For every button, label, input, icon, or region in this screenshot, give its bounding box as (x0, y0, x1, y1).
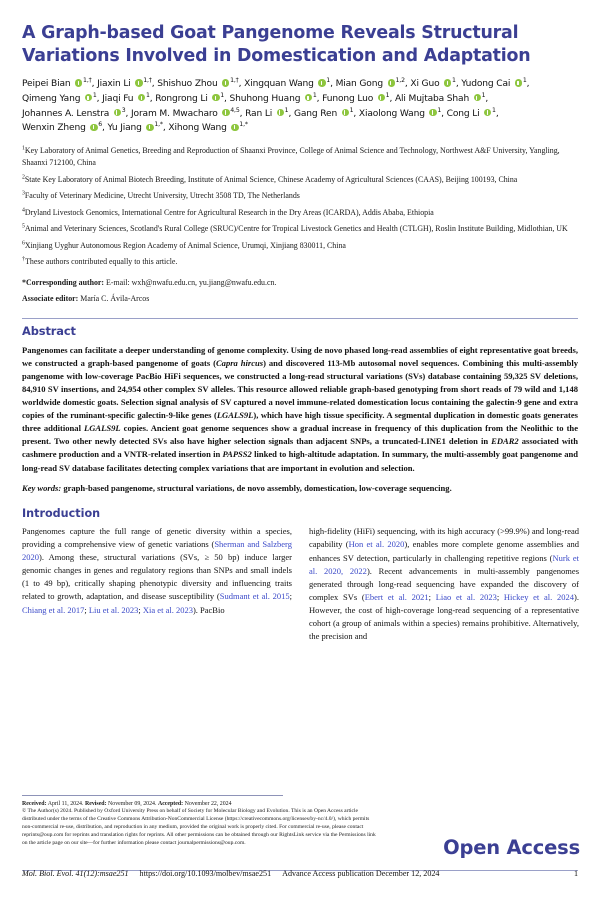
author-list: Peipei Bian $^{1,\dagger}$, Jiaxin Li $^{1,\dagger}$, Shishuo Zhou $^{1,\dagger}$, Xingquan Wang $^1$, Mian Gong $^{1,2}$, Xi Guo $^1$, Yudong Cai $^1$, Qimeng Yang $^1$, Jiaqi Fu $^1$, Rongrong Li $^1$, Shuhong Huang $^1$, Funong Luo $^1$, Ali Mujtaba Shah $^1$, Johannes A. Lenstra $^3$, Joram M. Mwacharo $^{4,5}$, Ran Li $^1$, Gang Ren $^1$, Xiaolong Wang $^1$, Cong Li $^1$, Wenxin Zheng $^6$, Yu Jiang $^{1,*}$, Xihong Wang $^{1,*}$ (22, 77, 530, 134)
equal-contribution-marker: † (22, 255, 26, 263)
orcid-icon[interactable] (231, 124, 238, 131)
abstract-heading: Abstract (22, 323, 76, 338)
affiliation-item (22, 145, 578, 169)
author-name: Jiaxin Li (97, 79, 134, 90)
author-name: Funong Luo (322, 93, 376, 104)
affiliation-item (22, 223, 578, 235)
associate-editor (22, 293, 578, 305)
publication-dates (22, 800, 300, 808)
author-name: Shishuo Zhou (157, 79, 221, 90)
author-name: Ali Mujtaba Shah (394, 93, 472, 104)
orcid-icon[interactable] (114, 109, 121, 116)
equal-contribution-note (22, 256, 578, 268)
author-affiliation-marker: 1 (385, 91, 390, 99)
corresponding-author-label: *Corresponding author: (22, 278, 105, 288)
author-entry (410, 79, 455, 89)
citation-link[interactable]: Nurk et al. 2020, 2022 (309, 552, 579, 576)
keywords-value: graph-based pangenome, structural variations, de novo assembly, domestication, low-coverage sequencing. (63, 482, 452, 493)
footnote-divider (22, 795, 283, 796)
date-value: November 22, 2024 (183, 800, 232, 807)
author-name: Yudong Cai (461, 79, 514, 90)
author-entry (336, 79, 405, 89)
author-name: Ran Li (245, 108, 275, 119)
orcid-icon[interactable] (75, 79, 82, 86)
body-fragment: high-fidelity (HiFi) sequencing, with its high accuracy (>99.9%) and long-read capability ( (309, 526, 579, 550)
author-affiliation-marker: 1 (522, 77, 527, 85)
equal-contribution-text: These authors contributed equally to this article. (25, 257, 178, 267)
author-affiliation-marker: 6 (98, 121, 103, 129)
associate-editor-name: María C. Ávila-Arcos (78, 294, 150, 304)
associate-editor-label: Associate editor: (22, 294, 79, 304)
author-entry (131, 106, 240, 119)
body-fragment: ). However, the cost of high-coverage long-read sequencing of a representative cohort (a group of animals within a species) remains prohibitive. Alternatively, the precision and (309, 591, 579, 642)
orcid-icon[interactable] (429, 109, 436, 116)
author-affiliation-marker: 1 (312, 91, 317, 99)
author-entry (22, 91, 97, 104)
body-fragment: ; (138, 604, 143, 615)
author-affiliation-marker: 1 (145, 91, 150, 99)
date-value: November 09, 2024. (106, 800, 158, 807)
orcid-icon[interactable] (305, 94, 312, 101)
author-name: Rongrong Li (155, 93, 211, 104)
journal-reference: Mol. Biol. Evol. 41(12):msae251 (22, 869, 129, 878)
date-value: April 11, 2024. (46, 800, 85, 807)
affiliation-item (22, 174, 578, 186)
author-name: Xiaolong Wang (358, 108, 428, 119)
author-name: Peipei Bian (22, 79, 74, 90)
author-entry (358, 106, 442, 119)
author-affiliation-marker: 4,5 (230, 106, 240, 114)
author-entry (102, 91, 150, 104)
page-title: A Graph-based Goat Pangenome Reveals Structural Variations Involved in Domestication and Adaptation (22, 23, 531, 66)
author-name: Wenxin Zheng (22, 123, 89, 134)
orcid-icon[interactable] (135, 79, 142, 86)
author-affiliation-marker: 1 (349, 106, 354, 114)
date-label: Accepted: (157, 800, 184, 807)
author-name: Xihong Wang (168, 123, 230, 134)
author-entry (22, 106, 126, 119)
introduction-paragraph-left (22, 525, 292, 617)
affiliation-item (22, 207, 578, 219)
author-affiliation-marker: 1,* (239, 121, 248, 129)
author-affiliation-marker: 1,† (143, 77, 152, 85)
advance-access-date: Advance Access publication December 12, 2024 (282, 869, 440, 878)
affiliation-marker: 4 (22, 207, 25, 214)
author-affiliation-marker: 1 (326, 77, 331, 85)
orcid-icon[interactable] (515, 79, 522, 86)
abstract-italic-term: Capra hircus (215, 357, 264, 368)
author-name: Jiaqi Fu (102, 93, 137, 104)
author-affiliation-marker: 1 (481, 91, 486, 99)
author-affiliation-marker: 1,* (154, 121, 163, 129)
citation-link[interactable]: Sudmant et al. 2015 (219, 591, 290, 602)
keywords (22, 482, 578, 495)
corresponding-author-email: E-mail: wxh@nwafu.edu.cn, yu.jiang@nwafu.edu.cn. (104, 278, 277, 288)
affiliation-text: Dryland Livestock Genomics, International Centre for Agricultural Research in the Dry Areas (ICARDA), Addis Ababa, Ethiopia (24, 207, 434, 217)
citation-link[interactable]: Chiang et al. 2017 (22, 604, 85, 615)
author-entry (446, 106, 496, 119)
citation-link[interactable]: Liu et al. 2023 (88, 604, 139, 615)
author-name: Yu Jiang (107, 123, 145, 134)
author-name: Cong Li (446, 108, 483, 119)
orcid-icon[interactable] (212, 94, 219, 101)
body-fragment: Pangenomes capture the full range of genetic diversity within a species, providing a comprehensive view of genetic variations ( (22, 525, 292, 549)
body-fragment: ; (84, 604, 89, 615)
orcid-icon[interactable] (444, 79, 451, 86)
introduction-paragraph-right (309, 525, 579, 643)
citation-link[interactable]: Liao et al. 2023 (435, 591, 497, 602)
affiliation-item (22, 240, 578, 252)
date-label: Revised: (84, 800, 107, 807)
author-affiliation-marker: 1,2 (395, 77, 405, 85)
author-name: Mian Gong (335, 79, 386, 90)
author-entry (394, 91, 486, 104)
affiliation-marker: 6 (22, 240, 25, 247)
body-columns (22, 507, 578, 644)
affiliation-text: Faculty of Veterinary Medicine, Utrecht University, Utrecht 3508 TD, The Netherlands (24, 191, 300, 201)
author-entry (322, 91, 390, 104)
affiliation-item (22, 190, 578, 202)
keywords-label: Key words: (22, 482, 64, 493)
abstract-fragment: linked to high-altitude adaptation. In summary, the multi-assembly goat pangenome and long-read SV database facilitates detecting complex variations that are important in evolution and selection. (22, 449, 578, 473)
orcid-icon[interactable] (318, 79, 325, 86)
author-affiliation-marker: 1 (220, 91, 225, 99)
affiliation-marker: 1 (22, 145, 25, 152)
body-fragment: ; (496, 591, 504, 602)
doi-link[interactable]: https://doi.org/10.1093/molbev/msae251 (139, 869, 272, 878)
citation-link[interactable]: Xia et al. 2023 (142, 604, 193, 615)
body-fragment: ; (289, 591, 292, 602)
orcid-icon[interactable] (474, 94, 481, 101)
author-name: Gang Ren (293, 108, 340, 119)
abstract-italic-term: LGALS9L (84, 423, 121, 434)
abstract-fragment: copies. Ancient goat genome sequences show a gradual increase in frequency of this duplication from the Neolithic to the present. Two other newly detected SVs also have higher selection signals than adjacent SNPs, a truncated-LINE1 deletion in (22, 423, 578, 447)
license-text: © The Author(s) 2024. Published by Oxford University Press on behalf of Society for Molecular Biology and Evolution. This is an Open Access article distributed under the terms of the Creative Commons Attribution-NonCommercial License (https://creativecommons.org/licenses/by-nc/4.0/), which permits non-commercial re-use, distribution, and reproduction in any medium, provided the original work is properly cited. For commercial re-use, please contact reprints@oup.com for reprints and translation rights for reprints. All other permissions can be obtained through our RightsLink service via the Permissions link on the article page on our site—for further information please contact journalpermissions@oup.com. (22, 808, 376, 847)
affiliation-text: Animal and Veterinary Sciences, Scotland's Rural College (SRUC)/Centre for Tropical Livestock Genetics and Health (CTLGH), Roslin Institute Building, Midlothian, UK (24, 224, 568, 234)
orcid-icon[interactable] (85, 94, 92, 101)
abstract-fragment: ), which have high tissue specificity. A segmental duplication in domestic goats generates three additional (22, 410, 578, 434)
orcid-icon[interactable] (90, 124, 97, 131)
body-fragment: ). Recent advancements in multi-assembly pangenomes generated through long-read sequencing have expanded the discovery of complex SVs ( (309, 565, 579, 602)
abstract-italic-term: EDAR2 (491, 436, 519, 447)
citation-link[interactable]: Hon et al. 2020 (348, 539, 405, 550)
citation-link[interactable]: Ebert et al. 2021 (364, 591, 429, 602)
affiliation-text: Key Laboratory of Animal Genetics, Breeding and Reproduction of Shaanxi Province, College of Animal Science and Technology, Northwest A&F University, Yangling, Shaanxi 712100, China (22, 146, 560, 168)
abstract-italic-term: PAPSS2 (222, 449, 252, 460)
author-entry (97, 79, 152, 89)
author-affiliation-marker: 1 (452, 77, 456, 85)
orcid-icon[interactable] (146, 124, 153, 131)
author-name: Xingquan Wang (244, 79, 317, 90)
author-affiliation-marker: 1 (492, 106, 496, 114)
author-name: Qimeng Yang (22, 93, 84, 104)
orcid-icon[interactable] (277, 109, 284, 116)
author-affiliation-marker: 1 (92, 91, 97, 99)
author-entry (22, 123, 102, 133)
orcid-icon[interactable] (222, 79, 229, 86)
abstract-divider (22, 318, 578, 319)
author-affiliation-marker: 1 (284, 106, 289, 114)
abstract-fragment: ) and discovered 113-Mb autosomal novel sequences. Combining this multi-assembly pangenome with low-coverage PacBio HiFi sequences, we constructed a long-read structural variations (SVs) database containing 59,325 SV deletions, 84,910 SV insertions, and 24,954 other complex SV alleles. This resource allowed reliable graph-based genotyping from short reads of 79 wild and 1,148 worldwide domestic goats. Selection signal analysis of SV captured a novel immune-related domestication locus containing the galectin-9 gene and extra copies of the ruminant-specific galectin-9-like genes ( (22, 357, 579, 421)
author-affiliation-marker: 1,† (83, 77, 92, 85)
author-entry (108, 123, 163, 133)
abstract-fragment: associated with cashmere production and a VNTR-related insertion in (22, 436, 578, 460)
orcid-icon[interactable] (222, 109, 229, 116)
author-name: Joram M. Mwacharo (131, 108, 221, 119)
author-entry (245, 106, 289, 119)
introduction-heading: Introduction (22, 506, 101, 520)
body-fragment: ). PacBio (192, 604, 225, 615)
author-affiliation-marker: 1 (437, 106, 442, 114)
body-fragment: ; (428, 591, 436, 602)
affiliation-text: State Key Laboratory of Animal Biotech Breeding, Institute of Animal Science, Chinese Academy of Agricultural Sciences (CAAS), Beijing 100193, China (24, 174, 518, 184)
author-name: Shuhong Huang (229, 93, 304, 104)
page-footer (22, 869, 578, 878)
date-label: Received: (22, 800, 47, 807)
corresponding-author (22, 277, 578, 289)
affiliation-marker: 2 (22, 174, 25, 181)
citation-link[interactable]: Hickey et al. 2024 (503, 591, 574, 602)
column-right-spacer (309, 507, 579, 526)
abstract-italic-term: LGALS9L (216, 410, 254, 421)
open-access-badge: Open Access (443, 836, 580, 859)
column-right (309, 507, 579, 644)
author-affiliation-marker: 1,† (230, 77, 239, 85)
page-number: 1 (573, 869, 578, 878)
author-entry (155, 91, 225, 104)
column-left (22, 507, 292, 644)
affiliation-text: Xinjiang Uyghur Autonomous Region Academy of Animal Science, Urumqi, Xinjiang 830011, China (24, 240, 346, 250)
affiliation-marker: 5 (22, 223, 25, 230)
affiliation-list (22, 145, 578, 252)
orcid-icon[interactable] (388, 79, 395, 86)
author-entry (157, 79, 238, 89)
abstract-text (22, 344, 578, 475)
orcid-icon[interactable] (138, 94, 145, 101)
body-fragment: ). Among these, structural variations (SVs, ≥ 50 bp) induce larger genomic changes in genes and regulatory regions than SNPs and small indels (1 to 49 bp), critically shaping phenotypic diversity and influencing traits related to growth, adaptation, and disease susceptibility ( (22, 552, 292, 602)
author-name: Johannes A. Lenstra (22, 108, 112, 119)
abstract-fragment: Pangenomes can facilitate a deeper understanding of genome complexity. Using de novo phased long-read assemblies of eight representative goat breeds, we constructed a graph-based pangenome of goats ( (22, 344, 578, 368)
author-affiliation-marker: 3 (121, 106, 126, 114)
orcid-icon[interactable] (342, 109, 349, 116)
author-entry (244, 79, 330, 89)
citation-link[interactable]: Sherman and Salzberg 2020 (22, 538, 292, 563)
author-name: Xi Guo (410, 79, 443, 90)
orcid-icon[interactable] (484, 109, 491, 116)
author-entry (293, 106, 354, 119)
author-entry (229, 91, 317, 104)
author-entry (168, 123, 247, 133)
affiliation-marker: 3 (22, 190, 25, 197)
author-entry (22, 79, 92, 89)
author-entry (461, 79, 526, 89)
body-fragment: ), enables more complete genome assemblies and enhances SV detection, particularly in challenging repetitive regions ( (309, 539, 579, 563)
orcid-icon[interactable] (378, 94, 385, 101)
